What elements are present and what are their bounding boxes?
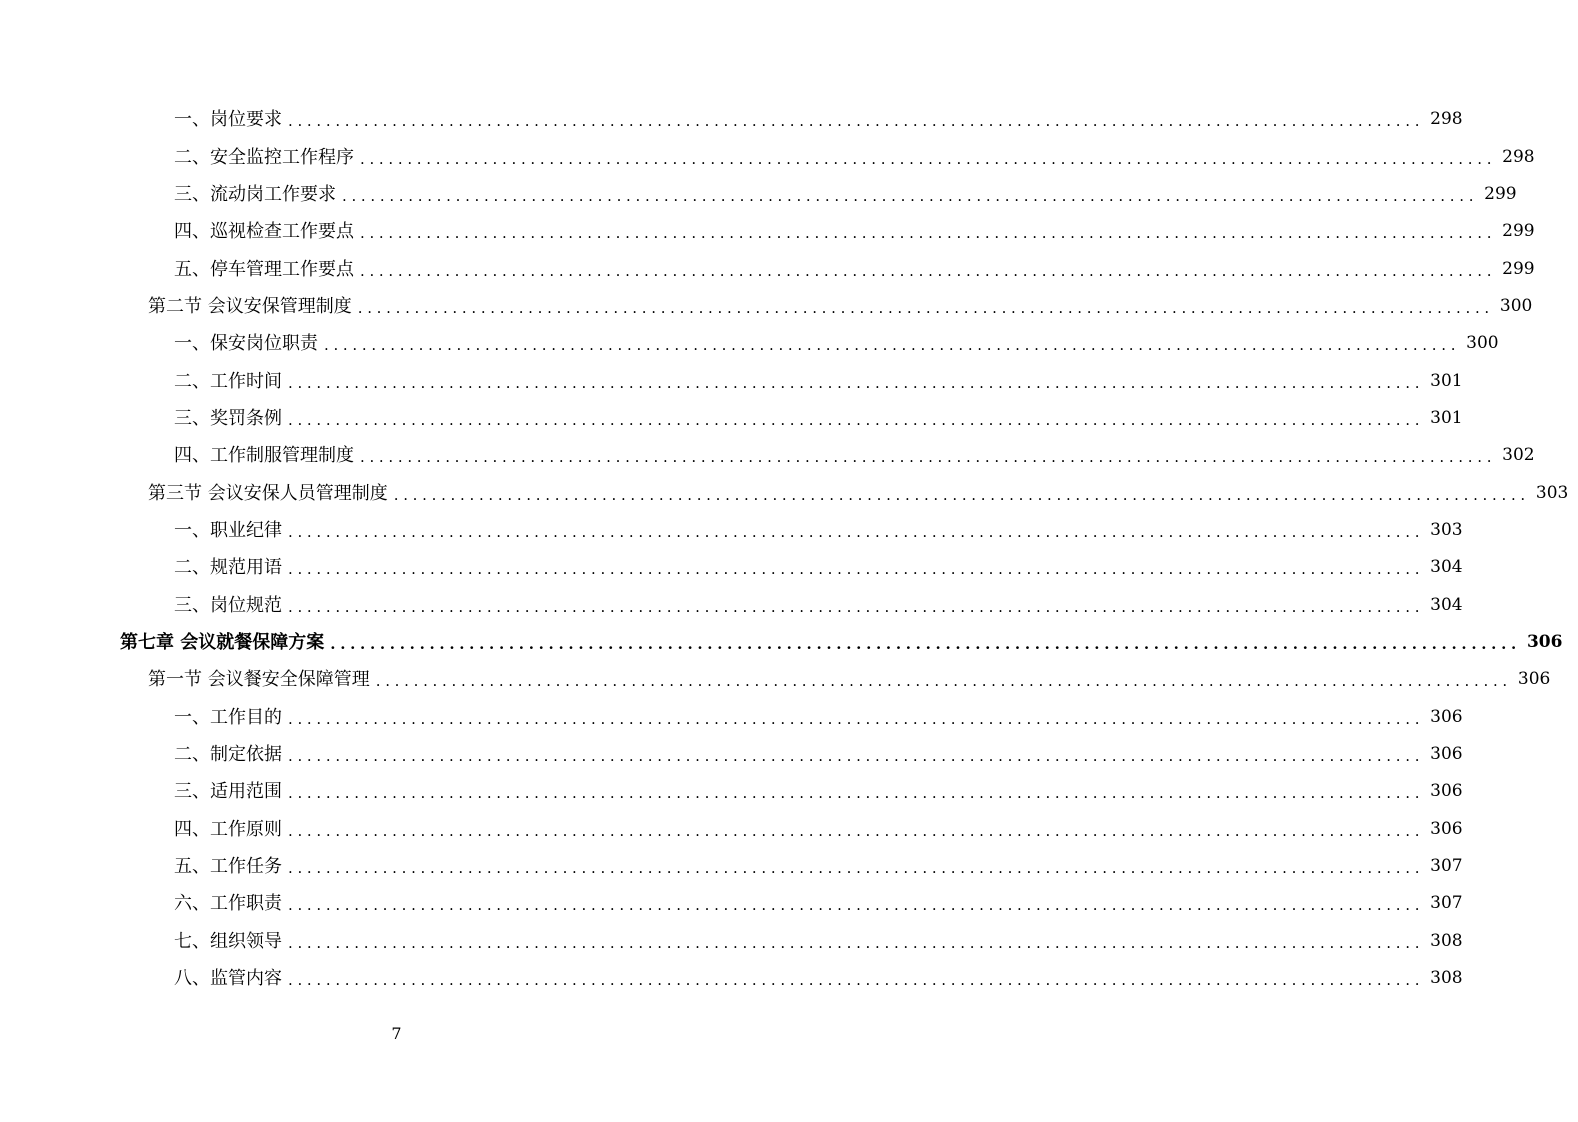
- toc-entry[interactable]: [0, 549, 1463, 586]
- toc-entry[interactable]: [0, 400, 1463, 437]
- toc-entry-label: 一、职业纪律: [174, 519, 282, 541]
- toc-entry[interactable]: [0, 699, 1463, 736]
- toc-dot-leader: ........................................................................................................................: [375, 672, 1512, 691]
- toc-dot-leader: ........................................................................................................................: [288, 896, 1425, 915]
- toc-entry-page: 303: [1430, 519, 1463, 540]
- toc-entry-page: 307: [1430, 893, 1463, 914]
- toc-entry[interactable]: [0, 138, 1535, 175]
- toc-entry-page: 306: [1430, 818, 1463, 839]
- toc-entry[interactable]: [0, 250, 1535, 287]
- toc-entry-label: 四、巡视检查工作要点: [174, 221, 354, 243]
- toc-entry[interactable]: [0, 213, 1535, 250]
- toc-entry[interactable]: [0, 176, 1517, 213]
- toc-entry[interactable]: [0, 885, 1463, 922]
- toc-entry-label: 二、安全监控工作程序: [174, 146, 354, 168]
- toc-entry-page: 301: [1430, 407, 1463, 428]
- toc-dot-leader: ........................................................................................................................: [288, 709, 1425, 728]
- toc-entry-label: 一、岗位要求: [174, 109, 282, 131]
- toc-entry[interactable]: [0, 848, 1463, 885]
- toc-entry-page: 298: [1502, 146, 1535, 167]
- toc-entry-label: 七、组织领导: [174, 930, 282, 952]
- toc-entry-label: 五、工作任务: [174, 856, 282, 878]
- toc-entry[interactable]: [0, 288, 1533, 325]
- toc-entry[interactable]: [0, 736, 1463, 773]
- toc-entry[interactable]: [0, 512, 1463, 549]
- toc-entry-page: 304: [1430, 594, 1463, 615]
- toc-dot-leader: ........................................................................................................................: [288, 971, 1425, 990]
- toc-entry-label: 四、工作制服管理制度: [174, 445, 354, 467]
- toc-entry-page: 302: [1502, 445, 1535, 466]
- toc-dot-leader: ........................................................................................................................: [288, 522, 1425, 541]
- toc-dot-leader: ........................................................................................................................: [360, 149, 1497, 168]
- page-number: 7: [391, 1024, 402, 1043]
- toc-dot-leader: ........................................................................................................................: [288, 859, 1425, 878]
- toc-entry-page: 299: [1502, 258, 1535, 279]
- toc-dot-leader: ........................................................................................................................: [288, 597, 1425, 616]
- toc-entry-label: 一、工作目的: [174, 706, 282, 728]
- toc-dot-leader: ........................................................................................................................: [288, 112, 1425, 131]
- toc-entry-label: 八、监管内容: [174, 968, 282, 990]
- toc-dot-leader: ........................................................................................................................: [393, 485, 1530, 504]
- toc-dot-leader: ........................................................................................................................: [288, 373, 1425, 392]
- toc-entry-page: 306: [1526, 631, 1563, 652]
- toc-entry-page: 306: [1430, 781, 1463, 802]
- toc-dot-leader: ........................................................................................................................: [360, 261, 1497, 280]
- toc-entry[interactable]: [0, 811, 1463, 848]
- toc-entry-label: 第三节 会议安保人员管理制度: [148, 482, 388, 504]
- toc-entry-label: 三、岗位规范: [174, 594, 282, 616]
- toc-dot-leader: ........................................................................................................................: [360, 448, 1497, 467]
- toc-entry-label: 三、适用范围: [174, 781, 282, 803]
- toc-dot-leader: ........................................................................................................................: [288, 410, 1425, 429]
- toc-dot-leader: ........................................................................................................................: [360, 224, 1497, 243]
- toc-dot-leader: ........................................................................................................................: [342, 186, 1479, 205]
- toc-dot-leader: ........................................................................................................................: [357, 298, 1494, 317]
- toc-entry[interactable]: [0, 101, 1463, 138]
- toc-entry-label: 二、规范用语: [174, 557, 282, 579]
- toc-dot-leader: ........................................................................................................................: [288, 560, 1425, 579]
- toc-entry-page: 306: [1430, 744, 1463, 765]
- toc-entry-page: 301: [1430, 370, 1463, 391]
- toc-entry[interactable]: [0, 586, 1463, 623]
- toc-entry-page: 306: [1517, 669, 1551, 690]
- table-of-contents: [0, 101, 1569, 997]
- toc-entry-label: 第一节 会议餐安全保障管理: [148, 669, 370, 691]
- toc-entry-label: 五、停车管理工作要点: [174, 258, 354, 280]
- toc-entry-label: 第七章 会议就餐保障方案: [120, 631, 325, 653]
- toc-dot-leader: ........................................................................................................................: [288, 747, 1425, 766]
- toc-entry-page: 298: [1430, 109, 1463, 130]
- toc-entry-page: 308: [1430, 930, 1463, 951]
- toc-dot-leader: ........................................................................................................................: [324, 336, 1461, 355]
- toc-entry[interactable]: [0, 960, 1463, 997]
- toc-entry[interactable]: [0, 474, 1569, 511]
- toc-dot-leader: ........................................................................................................................: [330, 634, 1521, 653]
- toc-entry[interactable]: [0, 773, 1463, 810]
- toc-entry-page: 303: [1535, 482, 1569, 503]
- toc-entry-page: 300: [1466, 333, 1499, 354]
- toc-entry-page: 299: [1484, 183, 1517, 204]
- toc-entry-label: 第二节 会议安保管理制度: [148, 295, 352, 317]
- toc-entry[interactable]: [0, 362, 1463, 399]
- toc-entry-label: 一、保安岗位职责: [174, 333, 318, 355]
- toc-entry[interactable]: [0, 325, 1499, 362]
- toc-entry-page: 300: [1499, 295, 1533, 316]
- toc-entry[interactable]: [0, 437, 1535, 474]
- toc-entry-label: 二、工作时间: [174, 370, 282, 392]
- toc-entry-page: 308: [1430, 968, 1463, 989]
- toc-entry[interactable]: [0, 923, 1463, 960]
- toc-entry-label: 三、流动岗工作要求: [174, 183, 336, 205]
- toc-dot-leader: ........................................................................................................................: [288, 784, 1425, 803]
- toc-entry[interactable]: [0, 624, 1563, 661]
- toc-entry-label: 六、工作职责: [174, 893, 282, 915]
- toc-entry-label: 四、工作原则: [174, 818, 282, 840]
- toc-entry-page: 304: [1430, 557, 1463, 578]
- toc-entry[interactable]: [0, 661, 1551, 698]
- toc-dot-leader: ........................................................................................................................: [288, 821, 1425, 840]
- toc-dot-leader: ........................................................................................................................: [288, 933, 1425, 952]
- toc-entry-page: 299: [1502, 221, 1535, 242]
- toc-entry-page: 306: [1430, 706, 1463, 727]
- toc-entry-label: 二、制定依据: [174, 744, 282, 766]
- toc-entry-page: 307: [1430, 856, 1463, 877]
- toc-entry-label: 三、奖罚条例: [174, 407, 282, 429]
